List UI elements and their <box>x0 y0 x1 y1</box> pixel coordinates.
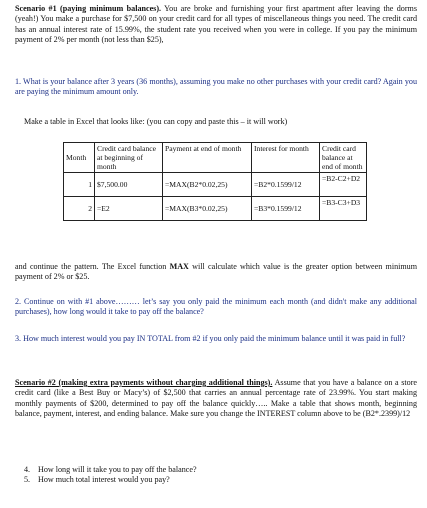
scenario2-heading: Scenario #2 (making extra payments without charging additional things). <box>15 378 273 387</box>
table-cell: =E2 <box>95 197 163 221</box>
question-list <box>24 465 414 486</box>
header-ending-balance: Credit card balance at end of month <box>320 143 367 173</box>
scenario1-intro: You are broke and furnishing your first apartment after leaving the dorms (yeah!) You make a purchase for $7,500 on your credit card for all types of miscellaneous things you need. The credit card has an annual interest rate of 15.99%, the student rate you received when you were in college. If you pay the minimum payment of 2% per month (not less than $25), <box>15 4 417 45</box>
max-function-name: MAX <box>169 262 189 271</box>
table-row <box>64 197 367 221</box>
table-cell: =MAX(B2*0.02,25) <box>163 173 252 197</box>
table-cell: =B2*0.1599/12 <box>252 173 320 197</box>
table-cell: =MAX(B3*0.02,25) <box>163 197 252 221</box>
list-item: 4. How long will it take you to pay off the balance? <box>24 465 197 474</box>
question-2: 2. Continue on with #1 above……… let’s say you only paid the minimum each month (and didn't make any additional purchases), how long would it take to pay off the balance? <box>15 297 417 317</box>
continue-paragraph <box>15 262 417 283</box>
scenario1-paragraph <box>15 4 417 46</box>
scenario2-body: Assume that you have a balance on a store credit card (like a Best Buy or Macy’s) of $2,500 that carries an annual percentage rate of 23.99%. You start making monthly payments of $200, determined to pay off the balance quickly….. Make a table that shows month, beginning balance, payment, interest, and ending balance. Make sure you change the INTEREST column above to be (B2*.2399)/12 <box>15 378 418 419</box>
question-1: 1. What is your balance after 3 years (36 months), assuming you make no other purchases with your credit card? Again you are paying the minimum amount only. <box>15 77 417 97</box>
header-interest: Interest for month <box>252 143 320 173</box>
table-cell: =B3-C3+D3 <box>320 197 367 221</box>
scenario1-heading: Scenario #1 (paying minimum balances). <box>15 4 162 13</box>
table-cell: =B3*0.1599/12 <box>252 197 320 221</box>
continue-prefix: and continue the pattern. The Excel function <box>15 262 170 271</box>
header-month: Month <box>64 143 95 173</box>
header-beginning-balance: Credit card balance at beginning of month <box>95 143 163 173</box>
table-header-row <box>64 143 367 173</box>
list-item: 5. How much total interest would you pay? <box>24 475 170 485</box>
excel-table <box>63 142 367 221</box>
table-cell: 2 <box>64 197 95 221</box>
table-cell: =B2-C2+D2 <box>320 173 367 197</box>
continue-suffix: will calculate which value is the greater option between minimum payment of 2% or $25. <box>15 262 418 282</box>
table-cell: 1 <box>64 173 95 197</box>
table-row <box>64 173 367 197</box>
table-cell: $7,500.00 <box>95 173 163 197</box>
header-payment: Payment at end of month <box>163 143 252 173</box>
question-3: 3. How much interest would you pay IN TOTAL from #2 if you only paid the minimum balance until it was paid in full? <box>15 334 406 343</box>
scenario2-paragraph <box>15 378 417 420</box>
table-instruction: Make a table in Excel that looks like: (you can copy and paste this – it will work) <box>24 117 288 126</box>
